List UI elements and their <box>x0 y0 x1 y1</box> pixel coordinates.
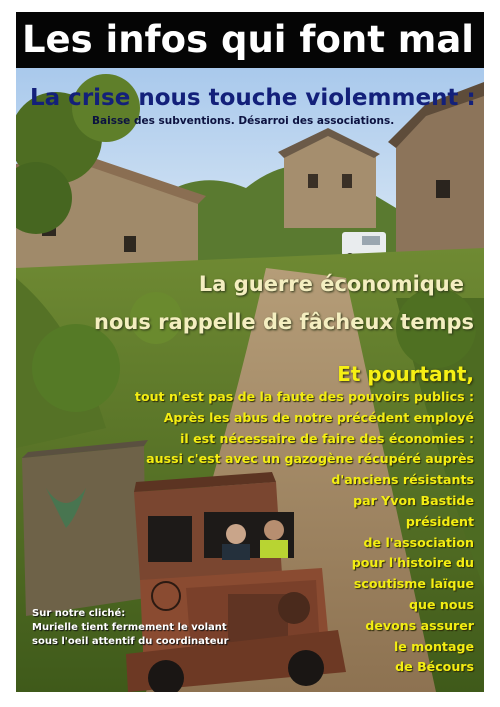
article-lead: Et pourtant, <box>337 362 474 386</box>
main-headline: La crise nous touche violemment : <box>30 85 476 111</box>
masthead-banner <box>16 12 484 68</box>
poster-page <box>16 12 484 692</box>
article-line: de l'association <box>363 534 474 550</box>
article-line: aussi c'est avec un gazogène récupéré auprès <box>146 451 474 467</box>
article-line: il est nécessaire de faire des économies : <box>180 430 474 446</box>
article-line: d'anciens résistants <box>331 472 474 488</box>
article-line: pour l'histoire du <box>351 555 474 571</box>
article-line: président <box>405 513 474 529</box>
article-line: par Yvon Bastide <box>353 492 474 508</box>
photo-caption <box>32 607 292 649</box>
article-line: de Bécours <box>395 659 474 675</box>
article-line: scoutisme laïque <box>353 576 474 592</box>
secondary-headline-line1: La guerre économique <box>198 272 464 296</box>
masthead-title: Les infos qui font mal <box>21 18 474 61</box>
caption-line1: Sur notre cliché: <box>32 608 126 619</box>
article-line: tout n'est pas de la faute des pouvoirs publics : <box>134 389 474 404</box>
article-line: devons assurer <box>365 617 474 633</box>
sub-headline: Baisse des subventions. Désarroi des associations. <box>92 115 395 127</box>
caption-line3: sous l'oeil attentif du coordinateur <box>32 636 229 647</box>
caption-line2: Murielle tient fermement le volant <box>32 622 227 633</box>
village-photo <box>16 68 484 692</box>
secondary-headline-line2: nous rappelle de fâcheux temps <box>94 310 474 334</box>
article-line: Après les abus de notre précédent employé <box>163 409 474 425</box>
article-line: que nous <box>409 596 474 612</box>
article-line: le montage <box>393 638 474 654</box>
